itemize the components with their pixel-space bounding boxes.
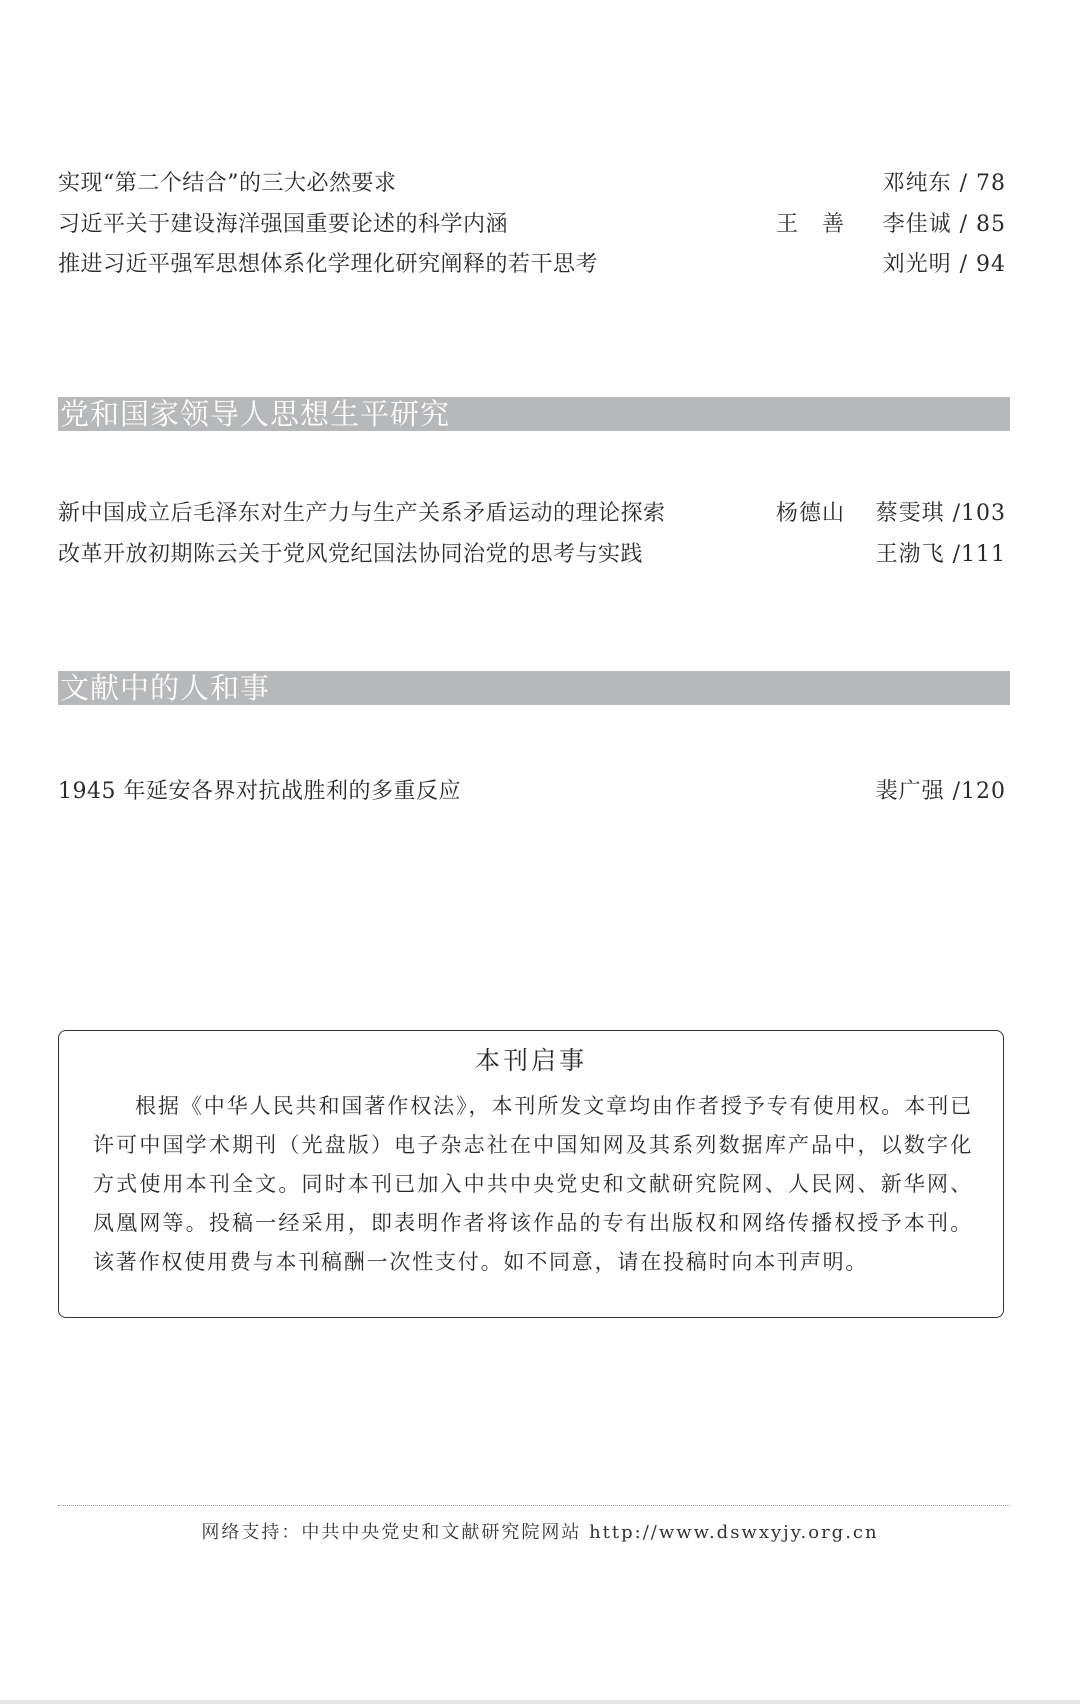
section-header	[58, 397, 1010, 431]
toc-entry	[58, 497, 1006, 531]
notice-body: 根据《中华人民共和国著作权法》，本刊所发文章均由作者授予专有使用权。本刊已许可中国学术期刊（光盘版）电子杂志社在中国知网及其系列数据库产品中，以数字化方式使用本刊全文。同时本刊已加入中共中央党史和文献研究院网、人民网、新华网、凤凰网等。投稿一经采用，即表明作者将该作品的专有出版权和网络传播权授予本刊。该著作权使用费与本刊稿酬一次性支付。如不同意，请在投稿时向本刊声明。	[93, 1094, 973, 1274]
author-page: 裴广强 /120	[875, 779, 1006, 804]
article-title: 新中国成立后毛泽东对生产力与生产关系矛盾运动的理论探索	[58, 501, 666, 526]
author-page: 蔡雯琪 /103	[875, 501, 1006, 526]
article-title: 1945 年延安各界对抗战胜利的多重反应	[58, 779, 461, 804]
co-author: 王 善	[776, 212, 846, 237]
toc-entry	[58, 538, 1006, 572]
page-bottom-edge	[0, 1700, 1080, 1704]
toc-entry	[58, 167, 1006, 201]
author-page: 王渤飞 /111	[875, 542, 1006, 567]
author-page: 刘光明 / 94	[882, 252, 1006, 277]
co-author: 杨德山	[776, 501, 846, 526]
author-page: 李佳诚 / 85	[882, 212, 1006, 237]
article-title: 习近平关于建设海洋强国重要论述的科学内涵	[58, 212, 509, 237]
toc-entry	[58, 248, 1006, 282]
article-title: 改革开放初期陈云关于党风党纪国法协同治党的思考与实践	[58, 542, 644, 567]
notice-box	[58, 1030, 1004, 1318]
toc-entry	[58, 208, 1006, 242]
section-header	[58, 671, 1010, 705]
article-title: 推进习近平强军思想体系化学理化研究阐释的若干思考	[58, 252, 599, 277]
author-page: 邓纯东 / 78	[882, 171, 1006, 196]
footer-support-text: 网络支持：中共中央党史和文献研究院网站 http://www.dswxyjy.org.cn	[201, 1522, 879, 1543]
article-title: 实现“第二个结合”的三大必然要求	[58, 171, 397, 196]
footer-divider	[58, 1505, 1010, 1506]
notice-title: 本刊启事	[474, 1046, 587, 1075]
section-title: 文献中的人和事	[60, 671, 271, 705]
toc-entry	[58, 775, 1006, 809]
section-title: 党和国家领导人思想生平研究	[60, 397, 451, 431]
